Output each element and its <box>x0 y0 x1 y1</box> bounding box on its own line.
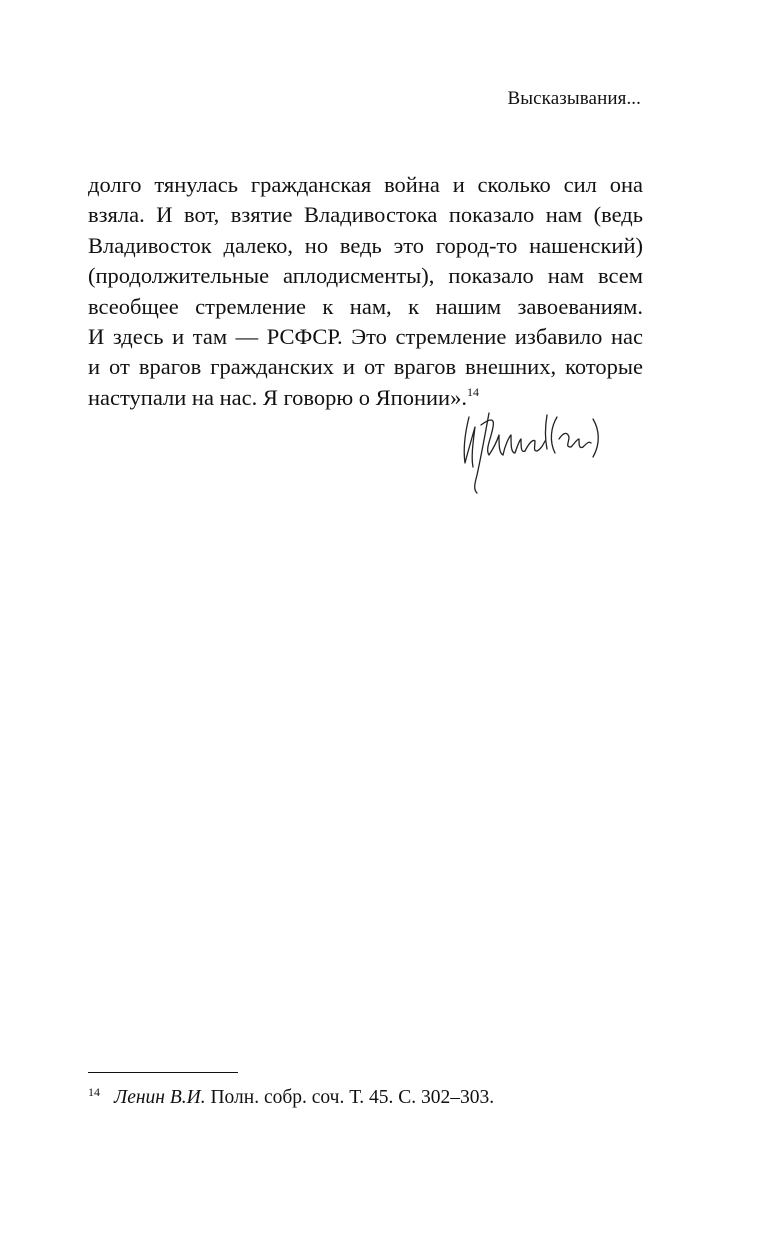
footnote-reference: 14 <box>466 384 479 399</box>
footnote <box>88 1079 494 1111</box>
footnote-number: 14 <box>88 1085 100 1099</box>
text-line: (продолжительные аплодисменты), показало нам всем <box>88 263 643 289</box>
text-line-content: наступали на нас. Я говорю о Японии». <box>88 384 467 410</box>
footnote-author: Ленин В.И. <box>114 1087 206 1108</box>
text-line: и от врагов гражданских и от врагов внешних, которые <box>88 354 643 380</box>
text-line: взяла. И вот, взятие Владивостока показало нам (ведь <box>88 202 643 228</box>
text-line: И здесь и там — РСФСР. Это стремление избавило нас <box>88 324 643 350</box>
text-line: всеобщее стремление к нам, к нашим завоеваниям. <box>88 293 643 319</box>
footnote-citation: Полн. собр. соч. Т. 45. С. 302–303. <box>210 1087 495 1108</box>
signature-image <box>455 405 605 497</box>
footnote-divider <box>88 1072 238 1073</box>
text-line: долго тянулась гражданская война и сколько сил она <box>88 172 643 197</box>
main-text <box>88 170 643 413</box>
text-line: Владивосток далеко, но ведь это город-то нашенский) <box>88 232 643 258</box>
running-title: Высказывания... <box>507 88 641 109</box>
